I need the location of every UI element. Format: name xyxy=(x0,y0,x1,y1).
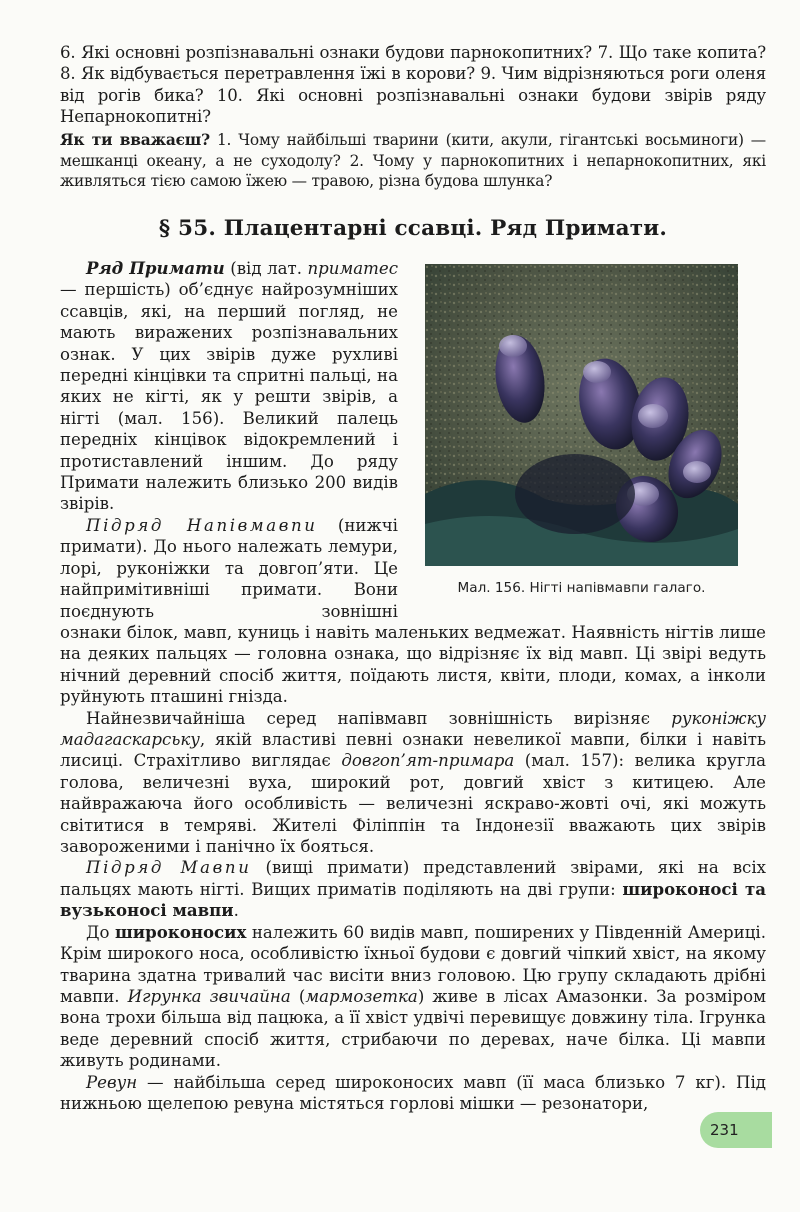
galago-nails-photo xyxy=(425,264,738,566)
main-text xyxy=(60,622,766,1114)
p4-text-1: (вищі примати) представлений звірами, які на всіх пальцях мають нігті. Вищих приматів поділяють на дві групи: xyxy=(60,858,766,899)
marmoset-name: Игрунка звичайна xyxy=(127,986,291,1006)
tarsier-name: довгоп’ят-примара xyxy=(341,751,515,771)
think-label: Як ти вважаєш? xyxy=(60,131,210,149)
paragraph-monkeys xyxy=(60,857,766,921)
paragraph-platyrrhini xyxy=(60,922,766,1072)
galago-hand-illustration xyxy=(425,264,738,566)
p2-text-1: (нижчі примати). До нього належать лемури, лорі, руконіжки та довгоп’яти. Це найпримітивніші примати. Вони поєднують зовнішні xyxy=(60,515,398,621)
p1-text-1: (від лат. xyxy=(224,259,308,278)
section-heading: § 55. Плацентарні ссавці. Ряд Примати. xyxy=(158,216,668,241)
review-questions: 6. Які основні розпізнавальні ознаки будови парнокопитних? 7. Що таке копита? 8. Як відбувається перетравлення їжі в корови? 9. Чим відрізняються роги оленя від рогів бика? 10. Які основні розпізнавальні ознаки будови звірів ряду Непарнокопитні? xyxy=(60,43,766,127)
term-broad-nosed: широконосих xyxy=(114,921,247,942)
p4-text-2: . xyxy=(233,901,239,921)
p3-text-2: , якій властиві певні ознаки невеликої мавпи, білки і навіть лисиці. Страхітливо виглядає xyxy=(60,730,766,771)
p5-text-0: До xyxy=(86,922,115,942)
term-prosimians: Підряд Напівмавпи xyxy=(86,515,318,535)
left-column xyxy=(60,258,398,622)
monkey-groups: широконосі та вузьконосі мавпи xyxy=(60,878,766,921)
page-number: 231 xyxy=(700,1112,772,1148)
term-monkeys: Підряд Мавпи xyxy=(86,858,252,878)
aye-aye-name: руконіжку мадагаскарську xyxy=(60,708,766,750)
p5-text-2: ( xyxy=(290,986,306,1006)
think-text: 1. Чому найбільші тварини (кити, акули, гігантські восьминоги) — мешканці океану, а не суходолу? 2. Чому у парнокопитних і непарнокопитних, які живляться тією самою їжею — травою, різна будова шлунка? xyxy=(60,131,766,191)
latin-word: приматес xyxy=(307,259,398,278)
p1-text-2: — першість) об’єднує найрозумніших ссавців, які, на перший погляд, не мають виражених розпізнавальних ознак. У цих звірів дуже рухливі передні кінцівки та спритні пальці, на яких не кігті, як у решти звірів, а нігті (мал. 156). Великий палець передніх кінцівок відокремлений і протиставлений іншим. До ряду Примати належить близько 200 видів звірів. xyxy=(60,280,398,514)
paragraph-prosimians-end: ознаки білок, мавп, куниць і навіть маленьких ведмежат. Наявність нігтів лише на деяких пальцях — головна ознака, що відрізняє їх від мавп. Ці звірі ведуть нічний деревний спосіб життя, поїдають листя, квіти, плоди, комах, а інколи руйнують пташині гнізда. xyxy=(60,623,766,707)
p5-text-3: ) живе в лісах Амазонки. За розміром вона трохи більша від пацюка, а її хвіст удвічі перевищує довжину тіла. Ігрунка веде деревний спосіб життя, стрибаючи по деревах, наче білка. Ці мавпи живуть родинами. xyxy=(60,986,767,1071)
marmoset-alt-name: мармозетка xyxy=(305,986,418,1006)
p5-text-1: належить 60 видів мавп, поширених у Південній Америці. Крім широкого носа, особливістю їхньої будови є довгий чіпкий хвіст, на якому тварина здатна тривалий час висіти вниз головою. Цю групу складають дрібні мавпи. xyxy=(60,922,766,1006)
p3-text-3: (мал. 157): велика кругла голова, величезні вуха, широкий рот, довгий хвіст з китицею. Але найвражаюча його особливість — величезні яскраво-жовті очі, які можуть світитися в темряві. Жителі Філіппін та Індонезії вважають цих звірів завороженими і панічно їх бояться. xyxy=(60,751,766,857)
figure-caption: Мал. 156. Нігті напівмавпи галаго. xyxy=(457,580,706,596)
p6-text-1: — найбільша серед широконосих мавп (її маса близько 7 кг). Під нижньою щелепою ревуна містяться горлові мішки — резонатори, xyxy=(60,1072,766,1113)
paragraph-howler xyxy=(60,1072,766,1115)
paragraph-primates xyxy=(60,258,398,515)
paragraph-prosimians-start xyxy=(60,515,398,622)
paragraph-aye-aye xyxy=(60,708,766,858)
howler-name: Ревун xyxy=(86,1072,138,1092)
think-questions xyxy=(60,130,766,192)
term-primates: Ряд Примати xyxy=(86,258,225,278)
p3-text-1: Найнезвичайніша серед напівмавп зовнішність вирізняє xyxy=(86,708,672,728)
